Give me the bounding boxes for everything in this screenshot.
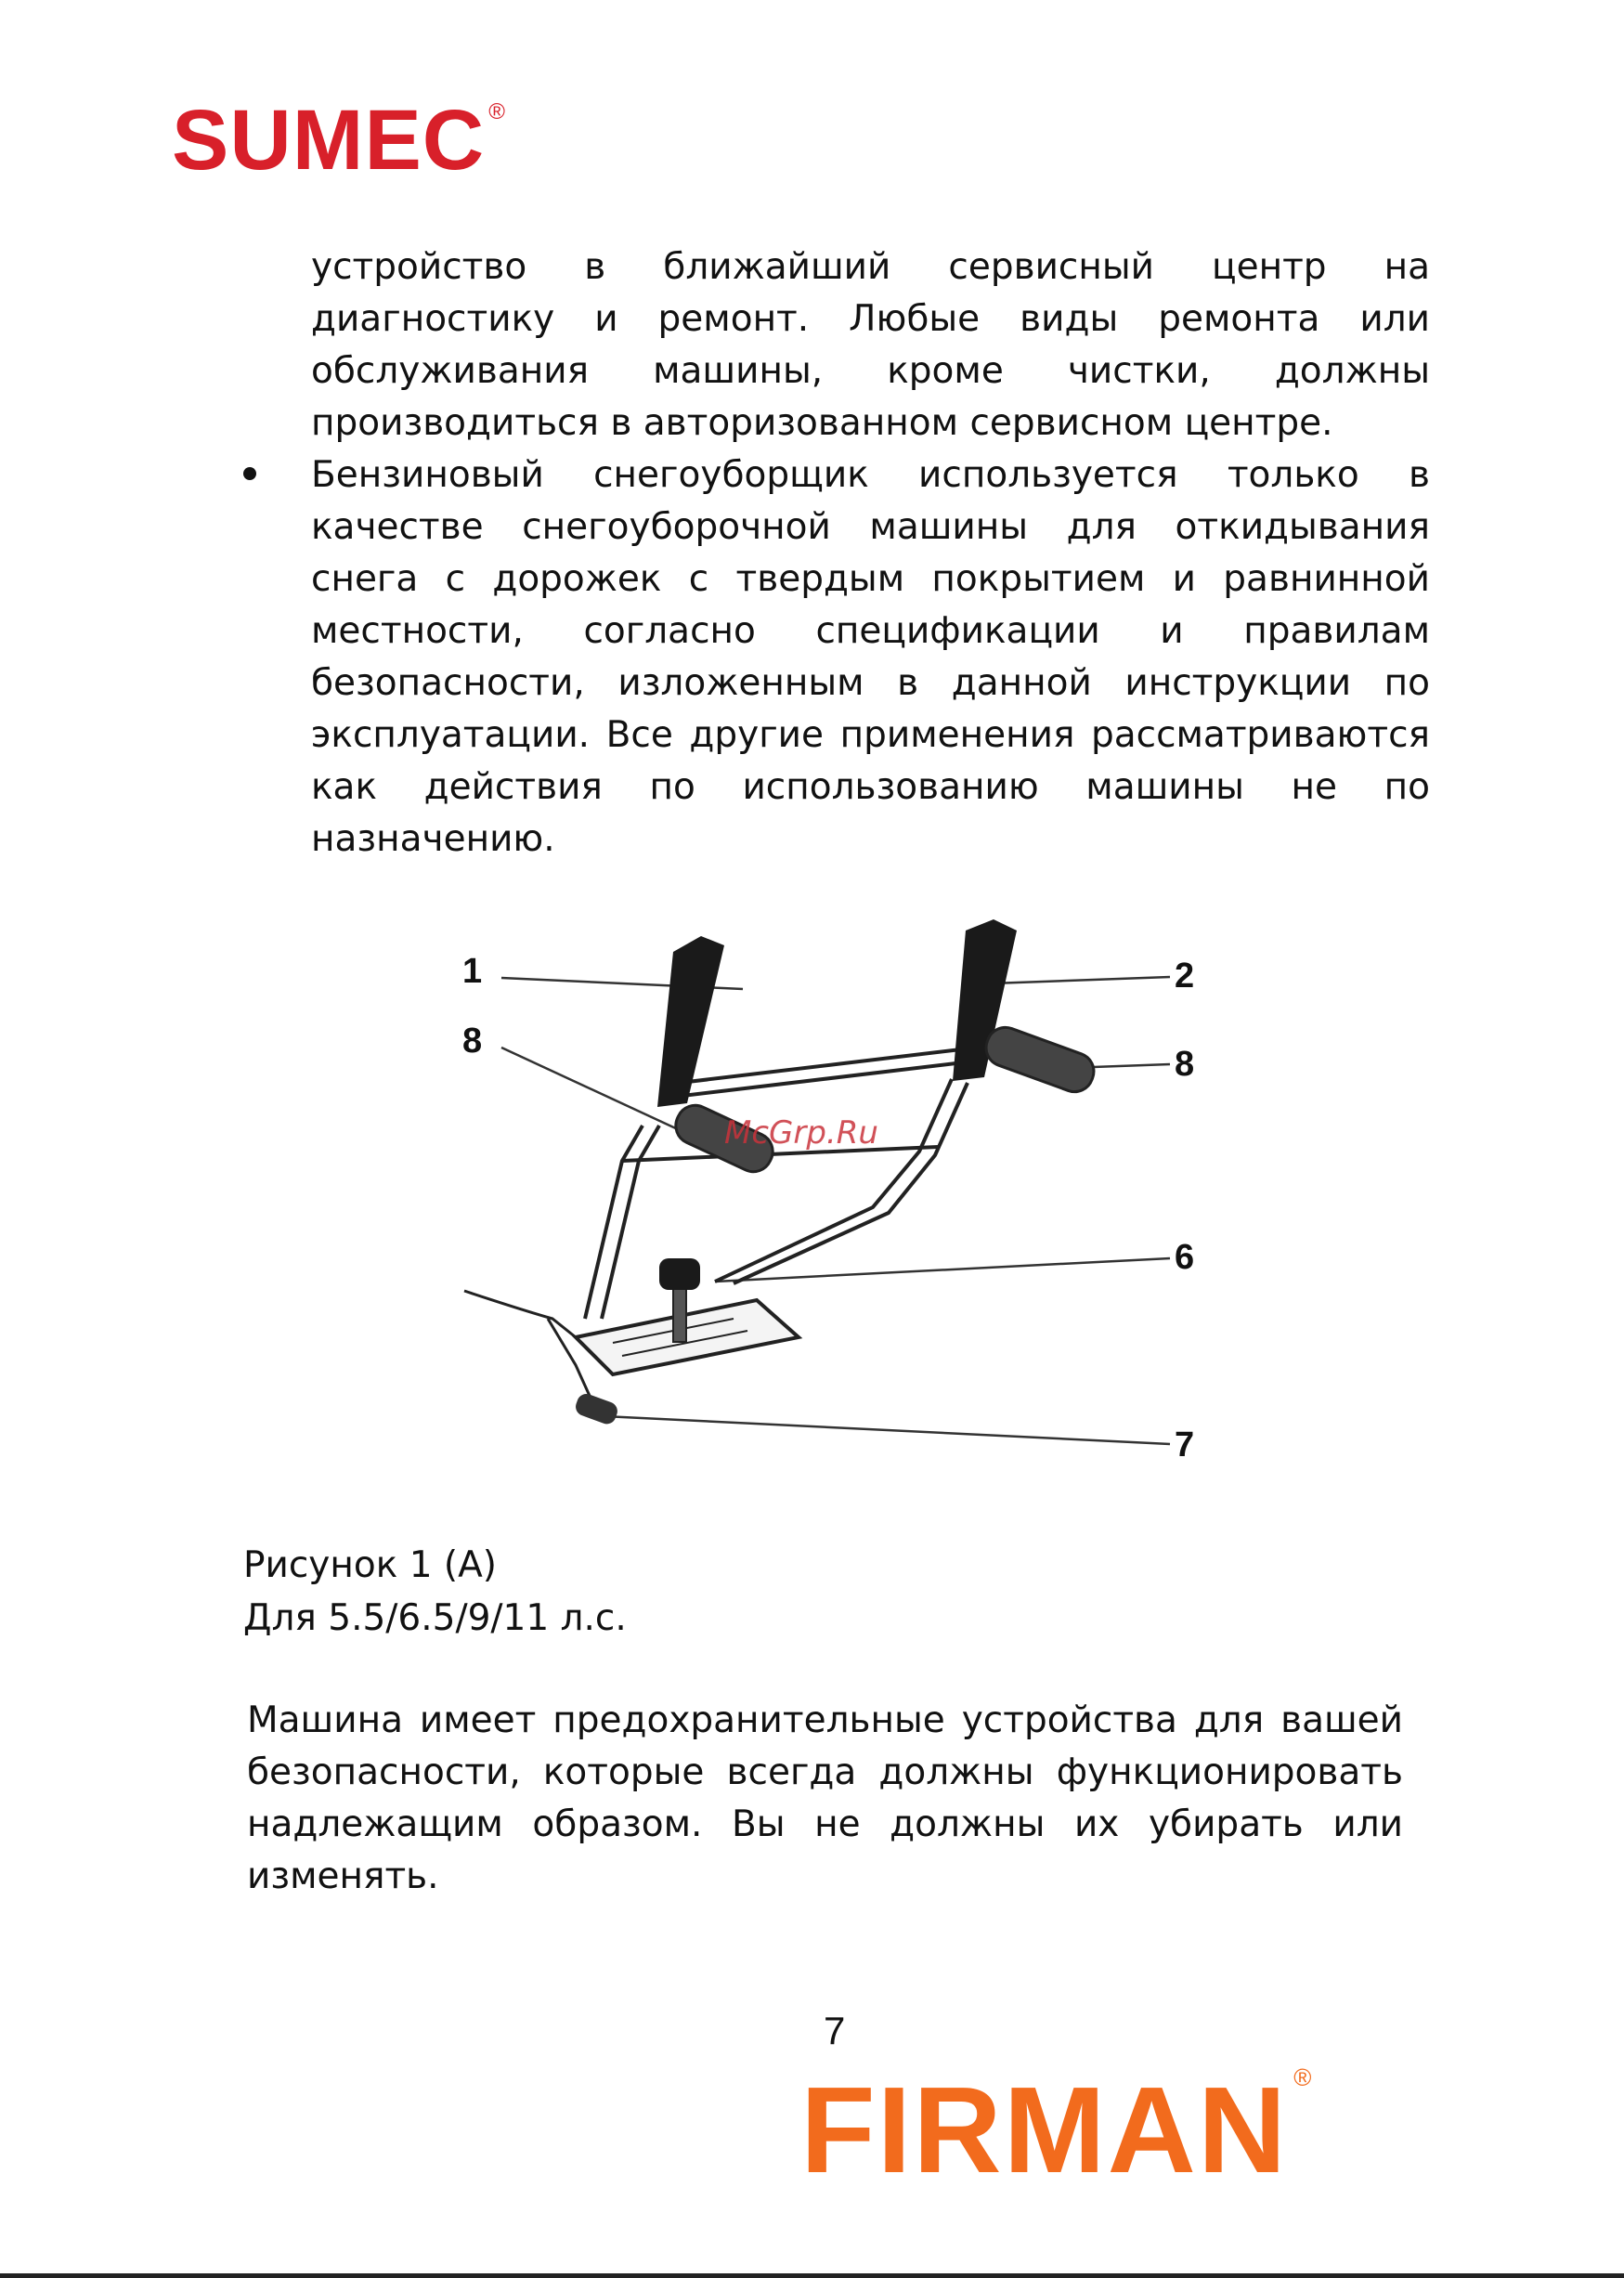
frame-left-outer — [585, 1126, 643, 1319]
bottom-rule — [0, 2273, 1624, 2278]
figure-caption — [243, 1539, 627, 1645]
label-1: 1 — [462, 952, 483, 991]
handle-diagram — [436, 882, 1235, 1477]
handle-diagram-figure — [436, 882, 1235, 1477]
bullet-paragraph-text: Бензиновый снегоуборщик используется только в качестве снегоуборочной машины для откидывания снега с дорожек с твердым покрытием и равнинной местности, согласно спецификации и правилам безопасности, изложенным в данной инструкции по эксплуатации. Все другие применения рассматриваются как действия по использованию машины не по назначению. — [311, 454, 1430, 860]
knob-6 — [659, 1258, 700, 1290]
grip-1 — [657, 936, 724, 1107]
caption-line-2: Для 5.5/6.5/9/11 л.с. — [243, 1597, 627, 1639]
lever-7-grip — [573, 1391, 619, 1426]
firman-registered-mark: ® — [1293, 2063, 1314, 2091]
leader-line-7 — [604, 1416, 1170, 1444]
bullet-paragraph — [311, 449, 1430, 866]
caption-line-1: Рисунок 1 (А) — [243, 1544, 498, 1586]
lever-8-right — [981, 1022, 1098, 1098]
cable — [464, 1291, 576, 1337]
firman-logo — [800, 2062, 1314, 2198]
lead-paragraph — [311, 241, 1430, 449]
label-6: 6 — [1175, 1238, 1195, 1277]
label-2: 2 — [1175, 957, 1195, 996]
frame-left-inner — [602, 1126, 659, 1319]
label-8-right: 8 — [1175, 1045, 1195, 1084]
label-8-left: 8 — [462, 1022, 483, 1061]
bullet-dot-icon — [243, 467, 256, 480]
safety-paragraph-text: Машина имеет предохранительные устройства для вашей безопасности, которые всегда должны функционировать надлежащим образом. Вы не должны их убирать или изменять. — [247, 1699, 1403, 1897]
sumec-registered-mark: ® — [488, 99, 506, 124]
watermark: McGrp.Ru — [724, 1114, 878, 1152]
sumec-logo — [172, 93, 506, 188]
safety-paragraph — [247, 1695, 1403, 1903]
label-7: 7 — [1175, 1425, 1195, 1464]
lead-paragraph-text: устройство в ближайший сервисный центр на диагностику и ремонт. Любые виды ремонта или обслуживания машины, кроме чистки, должны производиться в авторизованном сервисном центре. — [311, 246, 1430, 444]
firman-logo-text: FIRMAN — [800, 2062, 1289, 2198]
frame-right-inner — [734, 1083, 968, 1283]
sumec-logo-text: SUMEC — [172, 93, 486, 188]
page-number: 7 — [824, 2009, 846, 2052]
